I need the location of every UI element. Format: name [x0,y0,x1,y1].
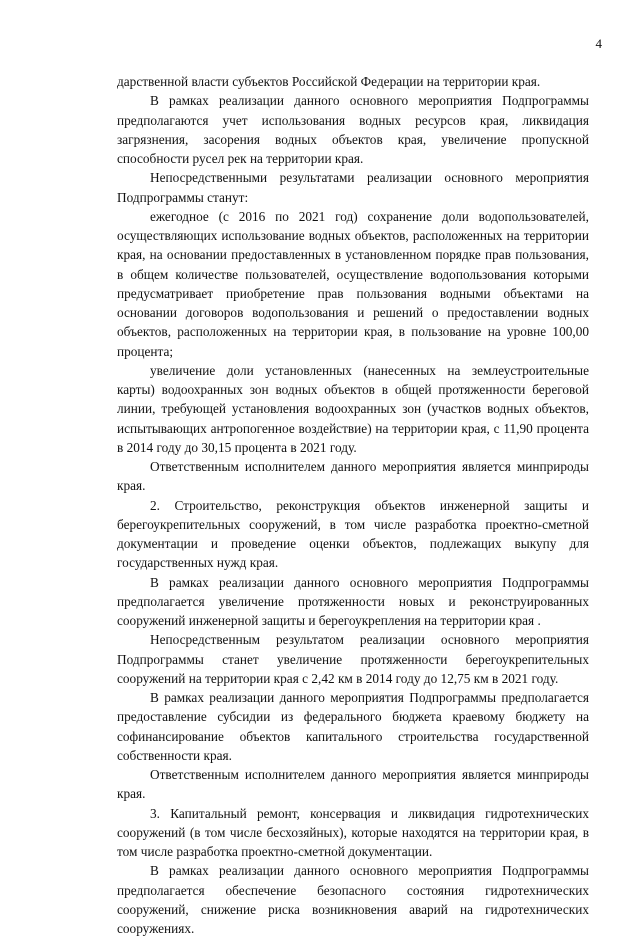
paragraph: В рамках реализации данного мероприятия Подпрограммы предполагается предоставление субсидии из федерального бюджета краевому бюджету на софинансирование объектов капитального строительства государственной собственности края. [117,690,589,763]
paragraph: Ответственным исполнителем данного мероприятия является минприроды края. [117,767,589,802]
document-body [117,72,589,938]
paragraph: Непосредственным результатом реализации основного мероприятия Подпрограммы станет увеличение протяженности берегоукрепительных сооружений на территории края с 2,42 км в 2014 году до 12,75 км в 2021 году. [117,632,589,686]
paragraph: 2. Строительство, реконструкция объектов инженерной защиты и берегоукрепительных сооружений, в том числе разработка проектно-сметной документации и проведение оценки объектов, подлежащих выкупу для государственных нужд края. [117,497,589,571]
paragraph: дарственной власти субъектов Российской Федерации на территории края. [117,74,541,89]
paragraph: В рамках реализации данного основного мероприятия Подпрограммы предполагаются учет использования водных ресурсов края, ликвидация загрязнения, засорения водных объектов края, увеличение пропускной способности русел рек на территории края. [117,93,589,166]
paragraph: ежегодное (с 2016 по 2021 год) сохранение доли водопользователей, осуществляющих использование водных объектов, расположенных на территории края, на основании предоставленных в установленном порядке прав пользования, в общем количестве пользователей, осуществление водопользования которыми предусматривает приобретение прав пользования водными объектами на основании договоров водопользования и решений о предоставлении водных объектов, расположенных на территории края, в пользование на уровне 100,00 процента; [117,208,589,359]
paragraph: Ответственным исполнителем данного мероприятия является минприроды края. [117,459,589,494]
paragraph: В рамках реализации данного основного мероприятия Подпрограммы предполагается обеспечение безопасного состояния гидротехнических сооружений, снижение риска возникновения аварий на гидротехнических сооружениях. [117,863,589,936]
paragraph: увеличение доли установленных (нанесенных на землеустроительные карты) водоохранных зон водных объектов в общей протяженности береговой линии, требующей установления водоохранных зон (участков водных объектов, испытывающих антропогенное воздействие) на территории края, с 11,90 процента в 2014 году до 30,15 процента в 2021 году. [117,362,589,455]
paragraph: Непосредственными результатами реализации основного мероприятия Подпрограммы станут: [117,170,589,205]
paragraph: 3. Капитальный ремонт, консервация и ликвидация гидротехнических сооружений (в том числе бесхозяйных), которые находятся на территории края, в том числе разработка проектно-сметной документации. [117,805,589,859]
paragraph: В рамках реализации данного основного мероприятия Подпрограммы предполагается увеличение протяженности новых и реконструированных сооружений инженерной защиты и берегоукрепления на территории края . [117,574,589,628]
page-number: 4 [595,36,602,51]
